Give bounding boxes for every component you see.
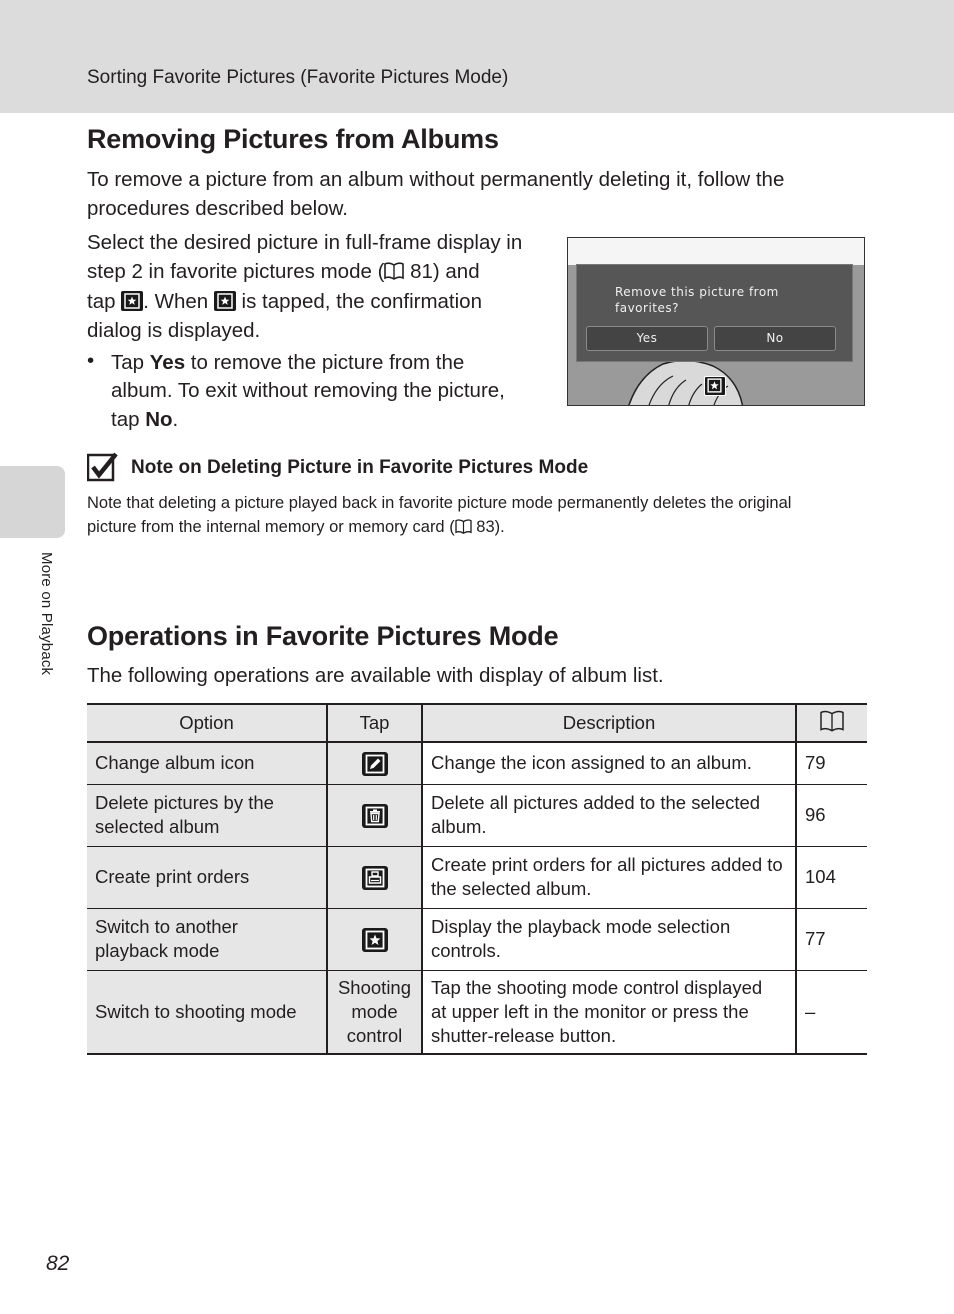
description-line: Create print orders for all pictures added to <box>431 854 783 875</box>
option-line: Delete pictures by the <box>95 792 274 813</box>
description-cell <box>422 784 796 846</box>
dialog-line-2: favorites? <box>615 301 679 315</box>
tap-line: mode <box>351 1000 398 1022</box>
favorite-star-icon[interactable] <box>704 376 726 396</box>
screen-top-area <box>568 238 864 265</box>
step-text: tap <box>87 290 122 313</box>
print-order-icon <box>362 866 388 890</box>
table-row <box>87 908 867 970</box>
tap-cell <box>327 846 422 908</box>
step-line-3 <box>87 287 482 316</box>
option-cell: Create print orders <box>87 846 327 908</box>
side-tab <box>0 466 65 538</box>
running-header: Sorting Favorite Pictures (Favorite Pictures Mode) <box>87 67 509 88</box>
dialog-line-1: Remove this picture from <box>615 285 779 299</box>
section-title-removing: Removing Pictures from Albums <box>87 124 499 154</box>
table-row <box>87 742 867 784</box>
description-line: controls. <box>431 940 501 961</box>
description-line: Delete all pictures added to the selected <box>431 792 761 813</box>
page-cell: 79 <box>796 742 867 784</box>
option-line: selected album <box>95 816 220 837</box>
bullet-line-3 <box>111 405 178 434</box>
note-text: 83). <box>471 518 505 536</box>
note-text: picture from the internal memory or memory card ( <box>87 518 455 536</box>
favorite-star-icon <box>121 291 143 311</box>
camera-screen-illustration <box>567 237 865 406</box>
page-cell: 104 <box>796 846 867 908</box>
description-line: the selected album. <box>431 878 592 899</box>
page-number: 82 <box>46 1252 70 1275</box>
header-page <box>796 704 867 742</box>
option-cell: Change album icon <box>87 742 327 784</box>
note-body <box>87 491 877 541</box>
no-button[interactable]: No <box>714 326 836 351</box>
step-line-4: dialog is displayed. <box>87 319 261 342</box>
note-line-1: Note that deleting a picture played back in favorite picture mode permanently deletes the original <box>87 494 792 512</box>
yes-button[interactable]: Yes <box>586 326 708 351</box>
page-cell: – <box>796 970 867 1054</box>
pencil-icon <box>362 752 388 776</box>
bullet-text: tap <box>111 408 146 431</box>
trash-icon <box>362 804 388 828</box>
operations-table <box>87 703 867 1055</box>
tap-line: Shooting <box>337 976 412 998</box>
tap-cell <box>327 742 422 784</box>
tap-cell <box>327 970 422 1054</box>
header-description: Description <box>422 704 796 742</box>
description-line: Tap the shooting mode control displayed <box>431 976 763 998</box>
intro-line-1: To remove a picture from an album without permanently deleting it, follow the <box>87 168 785 191</box>
bullet-line-1 <box>111 348 464 377</box>
table-row <box>87 970 867 1054</box>
step-line-2 <box>87 257 480 288</box>
option-cell: Switch to shooting mode <box>87 970 327 1054</box>
bullet-text: Tap <box>111 351 150 374</box>
book-icon <box>818 710 846 737</box>
no-term: No <box>145 408 173 431</box>
step-text: 81) and <box>404 260 480 283</box>
operations-intro: The following operations are available with display of album list. <box>87 664 664 687</box>
favorite-star-icon <box>362 928 388 952</box>
step-line-1: Select the desired picture in full-frame display in <box>87 231 523 254</box>
note-title: Note on Deleting Picture in Favorite Pictures Mode <box>131 457 589 478</box>
header-band <box>0 0 954 113</box>
option-line: Switch to another <box>95 916 238 937</box>
section-title-operations: Operations in Favorite Pictures Mode <box>87 621 559 651</box>
check-note-icon <box>87 452 119 482</box>
page-cell: 77 <box>796 908 867 970</box>
bullet-text: . <box>172 408 179 431</box>
intro-line-2: procedures described below. <box>87 197 348 220</box>
header-tap: Tap <box>327 704 422 742</box>
description-cell <box>422 908 796 970</box>
step-text: is tapped, the confirmation <box>235 290 482 313</box>
book-icon <box>384 259 404 288</box>
side-label: More on Playback <box>38 552 55 676</box>
description-cell <box>422 846 796 908</box>
tap-cell <box>327 784 422 846</box>
bullet-text: to remove the picture from the <box>185 351 465 374</box>
table-header-row <box>87 704 867 742</box>
yes-term: Yes <box>149 351 186 374</box>
confirm-dialog <box>576 264 853 362</box>
note-line-2 <box>87 515 877 541</box>
description-line: Display the playback mode selection <box>431 916 731 937</box>
step-text: step 2 in favorite pictures mode ( <box>87 260 385 283</box>
table-row <box>87 846 867 908</box>
tap-cell <box>327 908 422 970</box>
table-row <box>87 784 867 846</box>
option-cell <box>87 784 327 846</box>
page-cell: 96 <box>796 784 867 846</box>
header-option: Option <box>87 704 327 742</box>
description-line: album. <box>431 816 487 837</box>
tap-line: control <box>346 1024 403 1046</box>
bullet-dot: • <box>87 349 95 372</box>
bullet-line-2: album. To exit without removing the picture, <box>111 379 505 402</box>
description-cell <box>422 970 796 1054</box>
step-text: . When <box>143 290 214 313</box>
favorite-star-icon <box>214 291 236 311</box>
description-cell: Change the icon assigned to an album. <box>422 742 796 784</box>
option-line: playback mode <box>95 940 220 961</box>
description-line: shutter-release button. <box>431 1024 617 1046</box>
description-line: at upper left in the monitor or press the <box>431 1000 749 1022</box>
option-cell <box>87 908 327 970</box>
book-icon <box>455 517 472 541</box>
dialog-message <box>615 284 779 316</box>
